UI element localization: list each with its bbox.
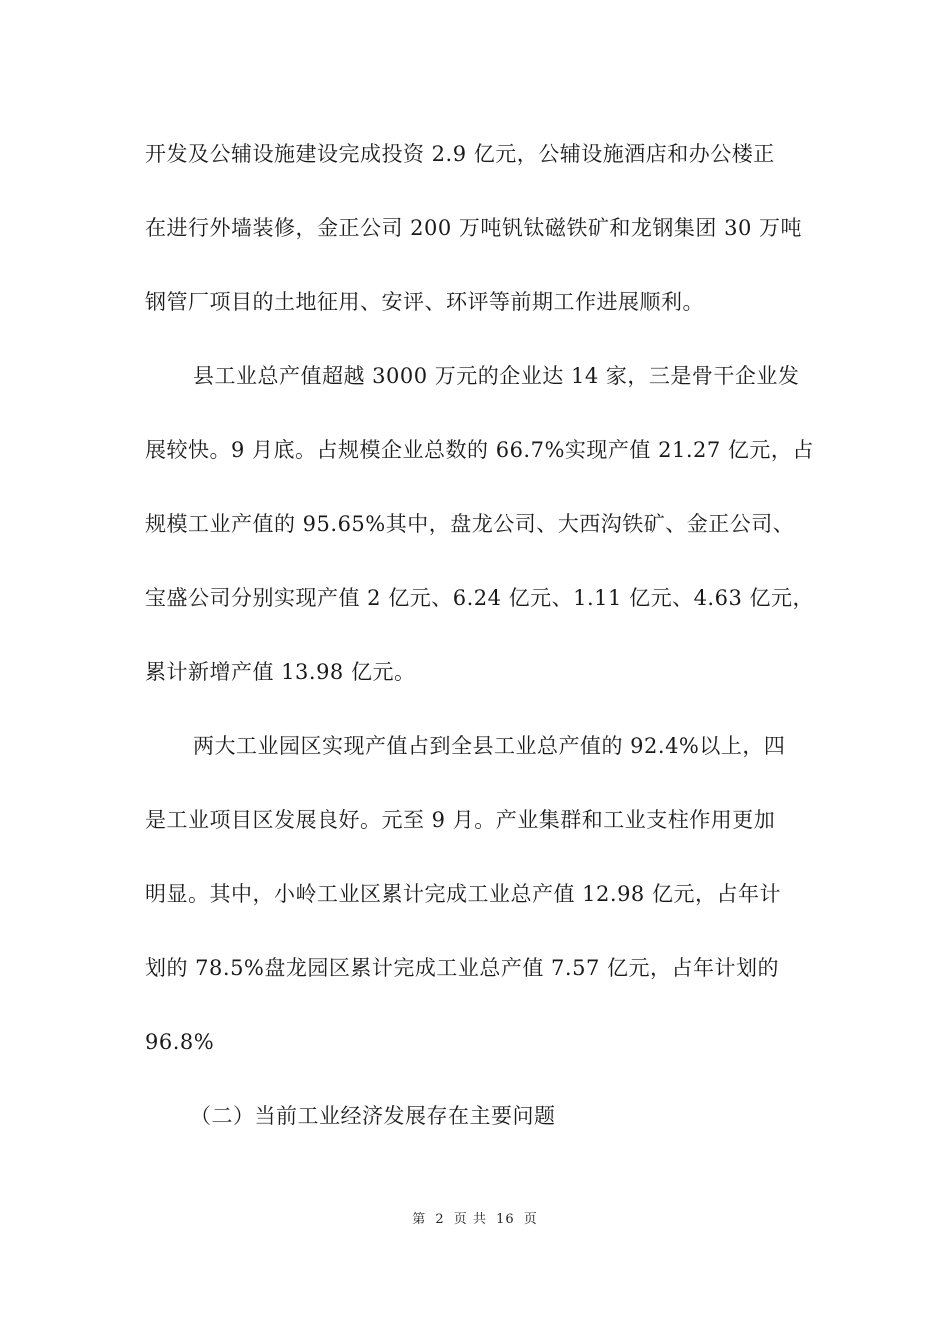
footer-suffix: 页 xyxy=(523,1212,538,1227)
paragraph-3-line-1: 两大工业园区实现产值占到全县工业总产值的 92.4%以上，四 xyxy=(193,734,786,758)
paragraph-2-line-4: 宝盛公司分别实现产值 2 亿元、6.24 亿元、1.11 亿元、4.63 亿元， xyxy=(145,586,815,610)
paragraph-1-line-1: 开发及公辅设施建设完成投资 2.9 亿元，公辅设施酒店和办公楼正 xyxy=(145,142,775,166)
paragraph-3-line-2: 是工业项目区发展良好。元至 9 月。产业集群和工业支柱作用更加 xyxy=(145,808,776,832)
paragraph-2-line-1: 县工业总产值超越 3000 万元的企业达 14 家，三是骨干企业发 xyxy=(193,364,800,388)
paragraph-3-line-4: 划的 78.5%盘龙园区累计完成工业总产值 7.57 亿元，占年计划的 xyxy=(145,956,779,980)
footer-total-pages: 16 xyxy=(496,1212,515,1227)
paragraph-1-line-2: 在进行外墙装修，金正公司 200 万吨钒钛磁铁矿和龙钢集团 30 万吨 xyxy=(145,216,803,240)
page-footer xyxy=(0,1208,950,1227)
paragraph-3-line-5: 96.8% xyxy=(145,1030,215,1054)
paragraph-2-line-5: 累计新增产值 13.98 亿元。 xyxy=(145,660,416,684)
paragraph-1-line-3: 钢管厂项目的土地征用、安评、环评等前期工作进展顺利。 xyxy=(145,290,704,314)
footer-middle: 页 共 xyxy=(453,1212,487,1227)
paragraph-2-line-3: 规模工业产值的 95.65%其中，盘龙公司、大西沟铁矿、金正公司、 xyxy=(145,512,795,536)
paragraph-2-line-2: 展较快。9 月底。占规模企业总数的 66.7%实现产值 21.27 亿元，占 xyxy=(145,438,814,462)
footer-prefix: 第 xyxy=(412,1212,427,1227)
footer-page-number: 2 xyxy=(435,1212,445,1227)
section-heading: （二）当前工业经济发展存在主要问题 xyxy=(190,1104,556,1128)
paragraph-3-line-3: 明显。其中，小岭工业区累计完成工业总产值 12.98 亿元，占年计 xyxy=(145,882,781,906)
